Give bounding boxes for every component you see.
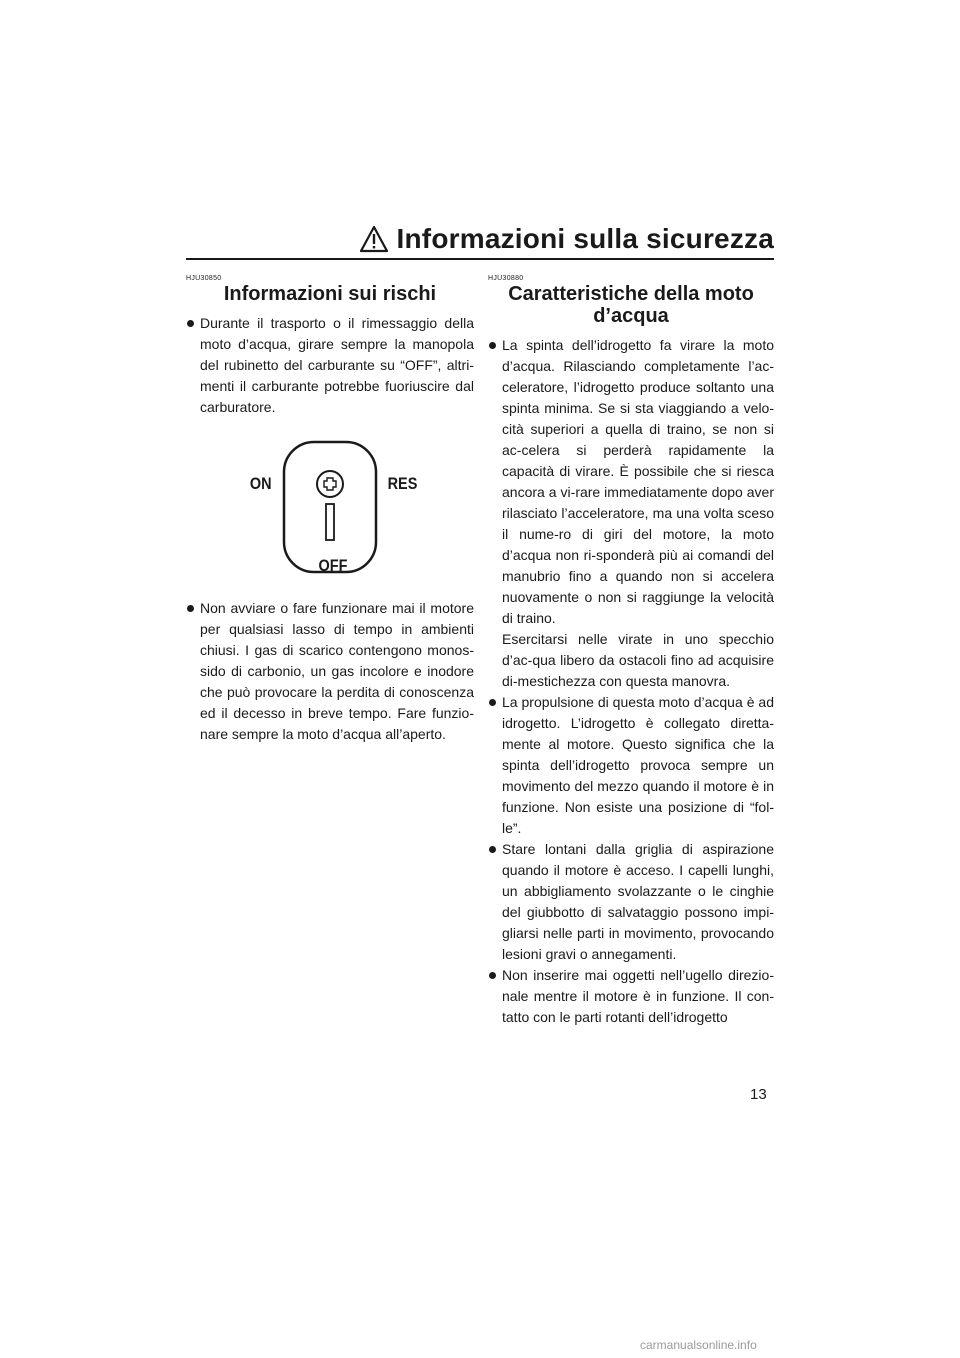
label-off: OFF (318, 556, 348, 575)
characteristics-list-2 (488, 692, 774, 1028)
fuel-cock-knob-illustration (186, 440, 474, 574)
fuel-cock-figure (186, 440, 474, 574)
right-column (488, 274, 774, 1028)
list-item: Non inserire mai oggetti nell’ugello direzio-nale mentre il motore è in funzione. Il con-tatto con le parti rotanti dell’idrogetto (488, 965, 774, 1028)
warning-triangle-icon (359, 225, 389, 253)
page-number: 13 (750, 1086, 767, 1103)
list-item: La propulsione di questa moto d’acqua è ad idrogetto. L’idrogetto è collegato diretta-mente al motore. Questo significa che la spinta dell’idrogetto provoca sempre un movimento del mezzo quando il motore è in funzione. Non esiste una posizione di “fol-le”. (488, 692, 774, 839)
list-item: La spinta dell’idrogetto fa virare la moto d’acqua. Rilasciando completamente l’ac-celeratore, l’idrogetto produce soltanto una spinta minima. Se si sta viaggiando a velo-cità superiori a quella di traino, se non si ac-celera si perderà rapidamente la capacità di virare. È possibile che si riesca ancora a vi-rare immediatamente dopo aver rilasciato l’acceleratore, ma una volta sceso il nume-ro di giri del motore, la moto d’acqua non ri-sponderà più ai comandi del manubrio fino a quando non si accelera nuovamente o non si raggiunge la velocità di traino. (488, 335, 774, 629)
risk-list (186, 313, 474, 418)
header-rule (186, 258, 774, 260)
risk-list-2 (186, 598, 474, 745)
page-title: Informazioni sulla sicurezza (396, 223, 774, 254)
label-res: RES (387, 474, 418, 493)
section-title-risks: Informazioni sui rischi (223, 283, 437, 305)
watermark: carmanualsonline.info (640, 1338, 757, 1352)
list-item-continuation: Esercitarsi nelle virate in uno specchio d’ac-qua libero da ostacoli fino ad acquisire di-mestichezza con questa manovra. (502, 631, 774, 689)
section-code: HJU30880 (488, 275, 524, 282)
list-item: Stare lontani dalla griglia di aspirazione quando il motore è acceso. I capelli lunghi, un abbigliamento svolazzante o le cinghie del giubbotto di salvataggio possono impi-gliarsi nelle parti in movimento, provocando lesioni gravi o annegamenti. (488, 839, 774, 965)
list-item: Non avviare o fare funzionare mai il motore per qualsiasi lasso di tempo in ambienti chiusi. I gas di scarico contengono monos-sido di carbonio, un gas incolore e inodore che può provocare la perdita di conoscenza ed il decesso in breve tempo. Fare funzio-nare sempre la moto d’acqua all’aperto. (186, 598, 474, 745)
section-code: HJU30850 (186, 275, 222, 282)
label-on: ON (249, 474, 272, 493)
section-title-characteristics: Caratteristiche della moto d’acqua (508, 283, 754, 327)
list-item: Durante il trasporto o il rimessaggio della moto d’acqua, girare sempre la manopola del rubinetto del carburante su “OFF”, altri-menti il carburante potrebbe fuoriuscire dal carburatore. (186, 313, 474, 418)
characteristics-list (488, 335, 774, 629)
left-column (186, 274, 474, 745)
page-header (186, 222, 774, 256)
